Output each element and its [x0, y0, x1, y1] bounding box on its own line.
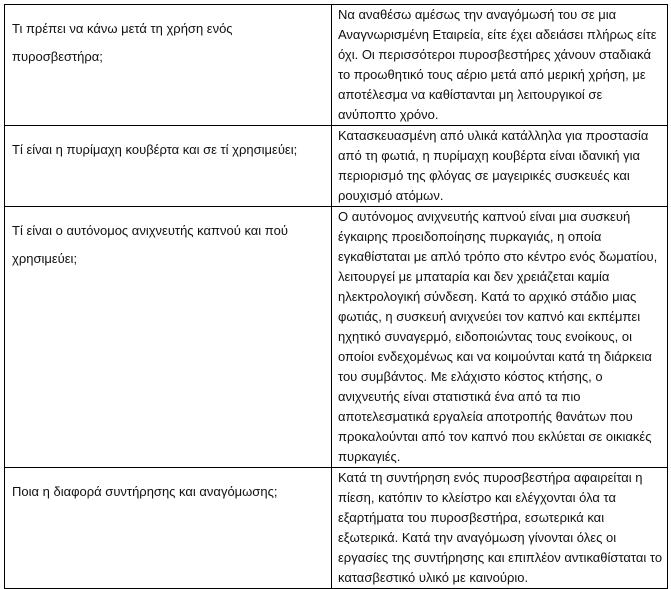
answer-cell [332, 468, 668, 589]
answer-cell [332, 126, 668, 207]
question-text: Τί είναι ο αυτόνομος ανιχνευτής καπνού και πού χρησιμεύει; [12, 223, 288, 266]
question-text: Τί είναι η πυρίμαχη κουβέρτα και σε τί χρησιμεύει; [12, 142, 298, 157]
table-row [5, 126, 668, 207]
question-cell [5, 5, 332, 126]
question-cell [5, 126, 332, 207]
question-text: Ποια η διαφορά συντήρησης και αναγόμωσης; [12, 484, 278, 499]
table-row [5, 5, 668, 126]
answer-cell [332, 207, 668, 468]
faq-table [4, 4, 668, 589]
answer-cell [332, 5, 668, 126]
answer-text: Να αναθέσω αμέσως την αναγόμωσή του σε μια Αναγνωρισμένη Εταιρεία, είτε έχει αδειάσει πλήρως είτε όχι. Οι περισσότεροι πυροσβεστήρες χάνουν σταδιακά το προωθητικό τους αέριο μετά από μερική χρήση, με αποτέλεσμα να καθίστανται μη λειτουργικοί σε ανύποπτο χρόνο. [338, 7, 657, 122]
question-cell [5, 468, 332, 589]
answer-text: Κατασκευασμένη από υλικά κατάλληλα για προστασία από τη φωτιά, η πυρίμαχη κουβέρτα είναι ιδανική για περιορισμό της φλόγας σε μαγειρικές συσκευές και ρουχισμό ατόμων. [338, 128, 649, 203]
table-row [5, 468, 668, 589]
answer-text: Κατά τη συντήρηση ενός πυροσβεστήρα αφαιρείται η πίεση, κατόπιν το κλείστρο και ελέγχονται όλα τα εξαρτήματα του πυροσβεστήρα, εσωτερικά και εξωτερικά. Κατά την αναγόμωση γίνονται όλες οι εργασίες της συντήρησης και επιπλέον αντικαθίσταται το κατασβεστικό υλικό με καινούριο. [338, 470, 663, 585]
question-cell [5, 207, 332, 468]
table-row [5, 207, 668, 468]
question-text: Τι πρέπει να κάνω μετά τη χρήση ενός πυροσβεστήρα; [12, 21, 233, 64]
answer-text: Ο αυτόνομος ανιχνευτής καπνού είναι μια συσκευή έγκαιρης προειδοποίησης πυρκαγιάς, η οποία εγκαθίσταται με απλό τρόπο στο κέντρο ενός δωματίου, λειτουργεί με μπαταρία και δεν χρειάζεται καμία ηλεκτρολογική σύνδεση. Κατά το αρχικό στάδιο μιας φωτιάς, η συσκευή ανιχνεύει τον καπνό και εκπέμπει ηχητικό συναγερμό, ειδοποιώντας τους ενοίκους, οι οποίοι ενδεχομένως και να κοιμούνται κατά τη διάρκεια του συμβάντος. Με ελάχιστο κόστος κτήσης, ο ανιχνευτής είναι στατιστικά ένα από τα πιο αποτελεσματικά εργαλεία αποτροπής θανάτων που προκαλούνται από τον καπνό που εκλύεται σε οικιακές πυρκαγιές. [338, 209, 658, 464]
